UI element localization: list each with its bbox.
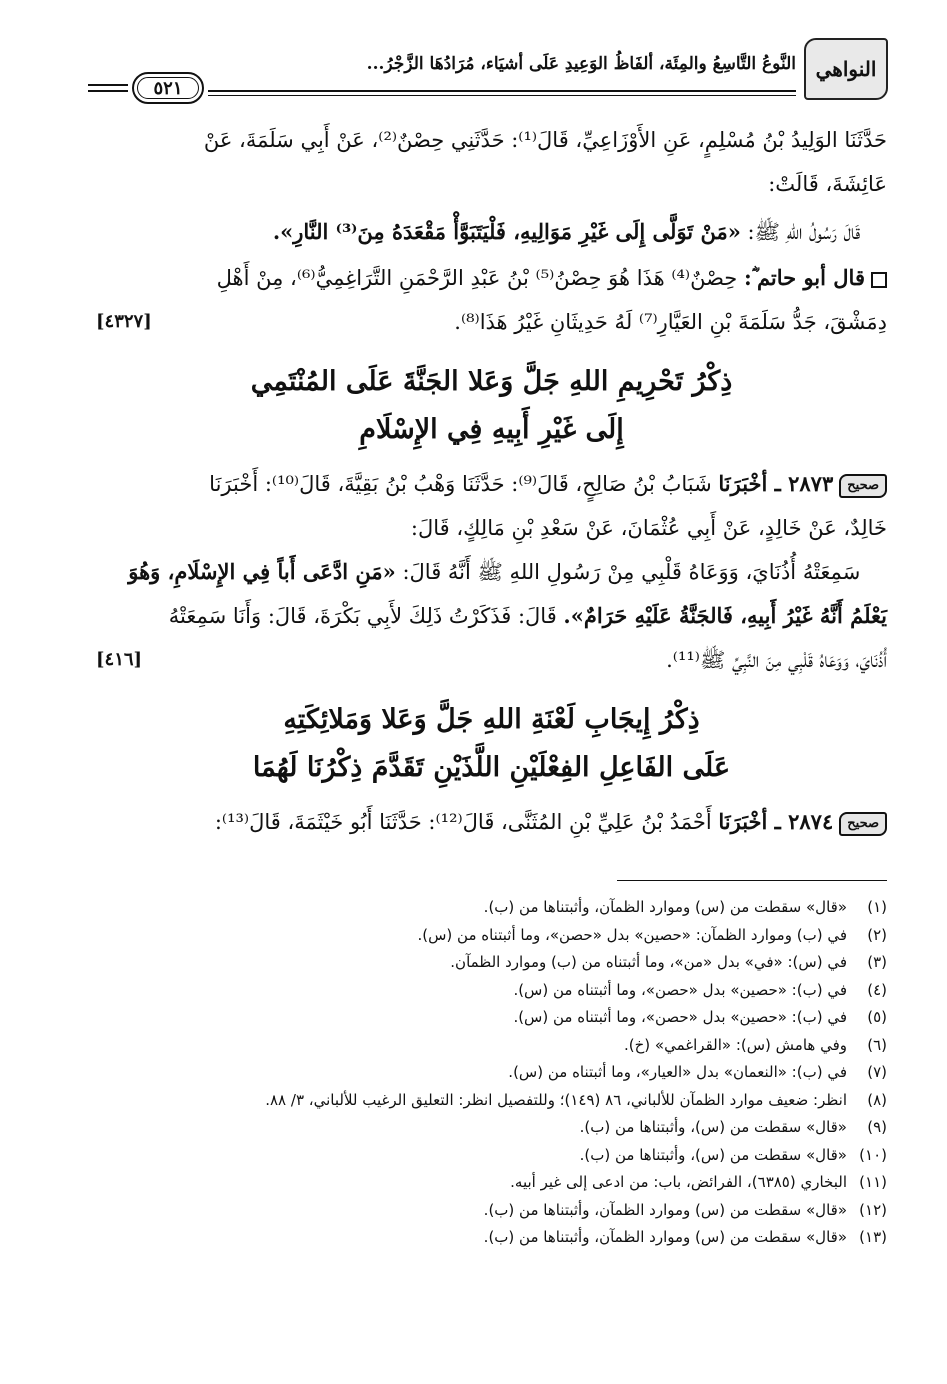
footnote bbox=[60, 1032, 887, 1060]
text-line: دِمَشْقَ، جَدُّ سَلَمَةَ بْنِ العَيَّارِ⁽⁷⁾ لَهُ حَدِيثَانِ غَيْرُ هَذَا⁽⁸⁾. bbox=[454, 310, 887, 334]
footnote-number: (٨) bbox=[867, 1090, 887, 1109]
paragraph-commentary bbox=[96, 256, 887, 344]
footnote bbox=[60, 1004, 887, 1032]
text-line: أَحْمَدُ بْنُ عَلِيِّ بْنِ المُثَنَّى، قَالَ⁽¹²⁾: حَدَّثَنَا أَبُو خَيْثَمَةَ، قَالَ⁽¹³⁾: bbox=[214, 810, 719, 834]
text-line: حَدَّثَنَا الوَلِيدُ بْنُ مُسْلِمٍ، عَنِ الأَوْزَاعِيِّ، قَالَ⁽¹⁾: حَدَّثَنِي حِصْنٌ⁽²⁾، عَنْ أَبِي سَلَمَةَ، عَنْ bbox=[203, 128, 887, 152]
page-number-ornament bbox=[88, 84, 128, 96]
footnote-text: في (ب) وموارد الظمآن: «حصين» بدل «حصن»، وما أثبتناه من (س). bbox=[417, 925, 847, 944]
hadith-matn: «مَنْ تَوَلَّى إِلَى غَيْرِ مَوَالِيهِ، فَلْيَتَبَوَّأْ مَقْعَدَهُ مِنَ⁽³⁾ النَّارِ». bbox=[272, 219, 741, 244]
footnote-text: في (ب): «النعمان» بدل «العيار»، وما أثبتناه من (س). bbox=[508, 1063, 847, 1081]
footnote-text: البخاري (٦٣٨٥)، الفرائض، باب: من ادعى إلى غير أبيه. bbox=[510, 1173, 847, 1191]
header-rule-thin bbox=[208, 95, 796, 96]
footnote-text: في (س): «في» بدل «من»، وما أثبتناه من (ب) وموارد الظمآن. bbox=[450, 953, 847, 971]
section-heading bbox=[96, 358, 887, 454]
footnote bbox=[60, 1169, 887, 1197]
paragraph-hadith bbox=[96, 210, 887, 254]
hadith-2873 bbox=[96, 462, 887, 682]
footnote-text: وفي هامش (س): «القراغمي» (خ). bbox=[624, 1035, 847, 1054]
hadith-ref-number: [٤١٦] bbox=[96, 649, 143, 670]
heading-line: عَلَى الفَاعِلِ الفِعْلَيْنِ اللَّذَيْنِ تَقَدَّمَ ذِكْرُنَا لَهُمَا bbox=[252, 752, 731, 783]
text-line: شَبَابُ بْنُ صَالِحٍ، قَالَ⁽⁹⁾: حَدَّثَنَا وَهْبُ بْنُ بَقِيَّةَ، قَالَ⁽¹⁰⁾: أَخْبَرَنَا bbox=[209, 472, 719, 496]
footnote-number: (٩) bbox=[867, 1118, 887, 1136]
text-line: عَائِشَةَ، قَالَتْ: bbox=[768, 172, 887, 196]
hadith-number: ٢٨٧٣ ـ أخْبَرَنَا bbox=[718, 471, 834, 496]
commentator-name: قال أبو حاتم ؓ: bbox=[743, 265, 865, 290]
hadith-matn: «مَنِ ادَّعَى أَباً فِي الإِسْلَامِ، وَهُوَ bbox=[128, 559, 396, 584]
hadith-matn: يَعْلَمُ أَنَّهُ غَيْرُ أَبِيهِ، فَالجَنَّةُ عَلَيْهِ حَرَامٌ». bbox=[563, 603, 887, 628]
grade-badge: صحيح bbox=[839, 812, 887, 836]
footnote bbox=[60, 1224, 887, 1252]
running-title: النَّوعُ التَّاسِعُ والمِئَة، ألفَاظُ الوَعِيدِ عَلَى أشيَاء، مُرَادُهَا الزَّجْرُ... bbox=[366, 54, 796, 74]
section-heading bbox=[96, 696, 887, 792]
text-line: حِصْنٌ⁽⁴⁾ هَذَا هُوَ حِصْنُ⁽⁵⁾ بْنُ عَبْدِ الرَّحْمَنِ التَّرَاغِمِيُّ⁽⁶⁾، مِنْ أَهْلِ bbox=[216, 266, 744, 290]
footnote-text: «قال» سقطت من (س)، وأثبتناها من (ب). bbox=[579, 1118, 847, 1136]
hadith-2874 bbox=[96, 800, 887, 844]
footnote-text: انظر: ضعيف موارد الظمآن للألباني، ٨٦ (١٤٩)؛ وللتفصيل انظر: التعليق الرغيب للألباني، ٣/ ٨٨. bbox=[265, 1090, 847, 1109]
text-line: قَالَ: فَذَكَرْتُ ذَلِكَ لأَبِي بَكْرَةَ، قَالَ: وَأَنَا سَمِعَتْهُ bbox=[168, 604, 564, 628]
footnote-text: «قال» سقطت من (س) وموارد الظمآن، وأثبتناها من (ب). bbox=[483, 1228, 847, 1246]
hadith-number: ٢٨٧٤ ـ أخْبَرَنَا bbox=[718, 809, 834, 834]
grade-badge: صحيح bbox=[839, 474, 887, 498]
footnote-number: (١٢) bbox=[859, 1200, 887, 1219]
footnotes bbox=[60, 894, 887, 1252]
heading-line: ذِكْرُ إِيجَابِ لَعْنَةِ اللهِ جَلَّ وَعَلا وَمَلائِكَتِهِ bbox=[283, 704, 700, 735]
heading-line: ذِكْرُ تَحْرِيمِ اللهِ جَلَّ وَعَلا الجَنَّةَ عَلَى المُنْتَمِي bbox=[250, 366, 733, 397]
footnote-number: (١) bbox=[867, 898, 887, 916]
footnote-number: (٣) bbox=[867, 953, 887, 971]
footnote-number: (١٣) bbox=[859, 1228, 887, 1246]
footnote-number: (٧) bbox=[867, 1063, 887, 1081]
text-line: سَمِعَتْهُ أُذُنَايَ، وَوَعَاهُ قَلْبِي مِنْ رَسُولِ اللهِ ﷺ أَنَّهُ قَالَ: bbox=[395, 560, 861, 584]
footnote-text: «قال» سقطت من (س) وموارد الظمآن، وأثبتناها من (ب). bbox=[483, 1200, 847, 1219]
footnote bbox=[60, 1059, 887, 1087]
page-header bbox=[88, 38, 888, 104]
footnote bbox=[60, 1087, 887, 1115]
page-number: ٥٢١ bbox=[132, 72, 204, 104]
footnote-text: في (ب): «حصين» بدل «حصن»، وما أثبتناه من (س). bbox=[513, 1008, 847, 1026]
hadith-prefix: قَالَ رَسُولُ اللهِ ﷺ: bbox=[740, 220, 861, 244]
footnote bbox=[60, 1142, 887, 1170]
footnote-text: «قال» سقطت من (س)، وأثبتناها من (ب). bbox=[579, 1145, 847, 1164]
footnote-number: (١٠) bbox=[859, 1145, 887, 1164]
footnote-number: (٢) bbox=[867, 925, 887, 944]
square-bullet-icon bbox=[871, 272, 887, 288]
footnote-number: (٦) bbox=[867, 1035, 887, 1054]
footnote bbox=[60, 1197, 887, 1225]
footnote-text: في (ب): «حصين» بدل «حصن»، وما أثبتناه من (س). bbox=[513, 980, 847, 999]
footnote bbox=[60, 894, 887, 922]
main-text bbox=[96, 118, 887, 844]
footnote-separator bbox=[617, 880, 887, 881]
footnote bbox=[60, 1114, 887, 1142]
footnote-text: «قال» سقطت من (س) وموارد الظمآن، وأثبتناها من (ب). bbox=[483, 898, 847, 916]
footnote bbox=[60, 949, 887, 977]
footnote bbox=[60, 922, 887, 950]
text-line: أُذُنَايَ، وَوَعَاهُ قَلْبِي مِنَ النَّبِيِّ ﷺ⁽¹¹⁾. bbox=[666, 648, 887, 672]
header-rule bbox=[208, 90, 796, 92]
footnote bbox=[60, 977, 887, 1005]
text-line: خَالِدٌ، عَنْ خَالِدٍ، عَنْ أَبِي عُثْمَانَ، عَنْ سَعْدِ بْنِ مَالِكٍ، قَالَ: bbox=[410, 516, 887, 540]
footnote-number: (١١) bbox=[859, 1173, 887, 1191]
chapter-tag: النواهي bbox=[804, 38, 888, 100]
hadith-ref-number: [٤٣٢٧] bbox=[96, 311, 152, 332]
heading-line: إِلَى غَيْرِ أَبِيهِ فِي الإِسْلَامِ bbox=[359, 414, 624, 445]
footnote-number: (٤) bbox=[867, 980, 887, 999]
footnote-number: (٥) bbox=[867, 1008, 887, 1026]
paragraph-isnad bbox=[96, 118, 887, 206]
